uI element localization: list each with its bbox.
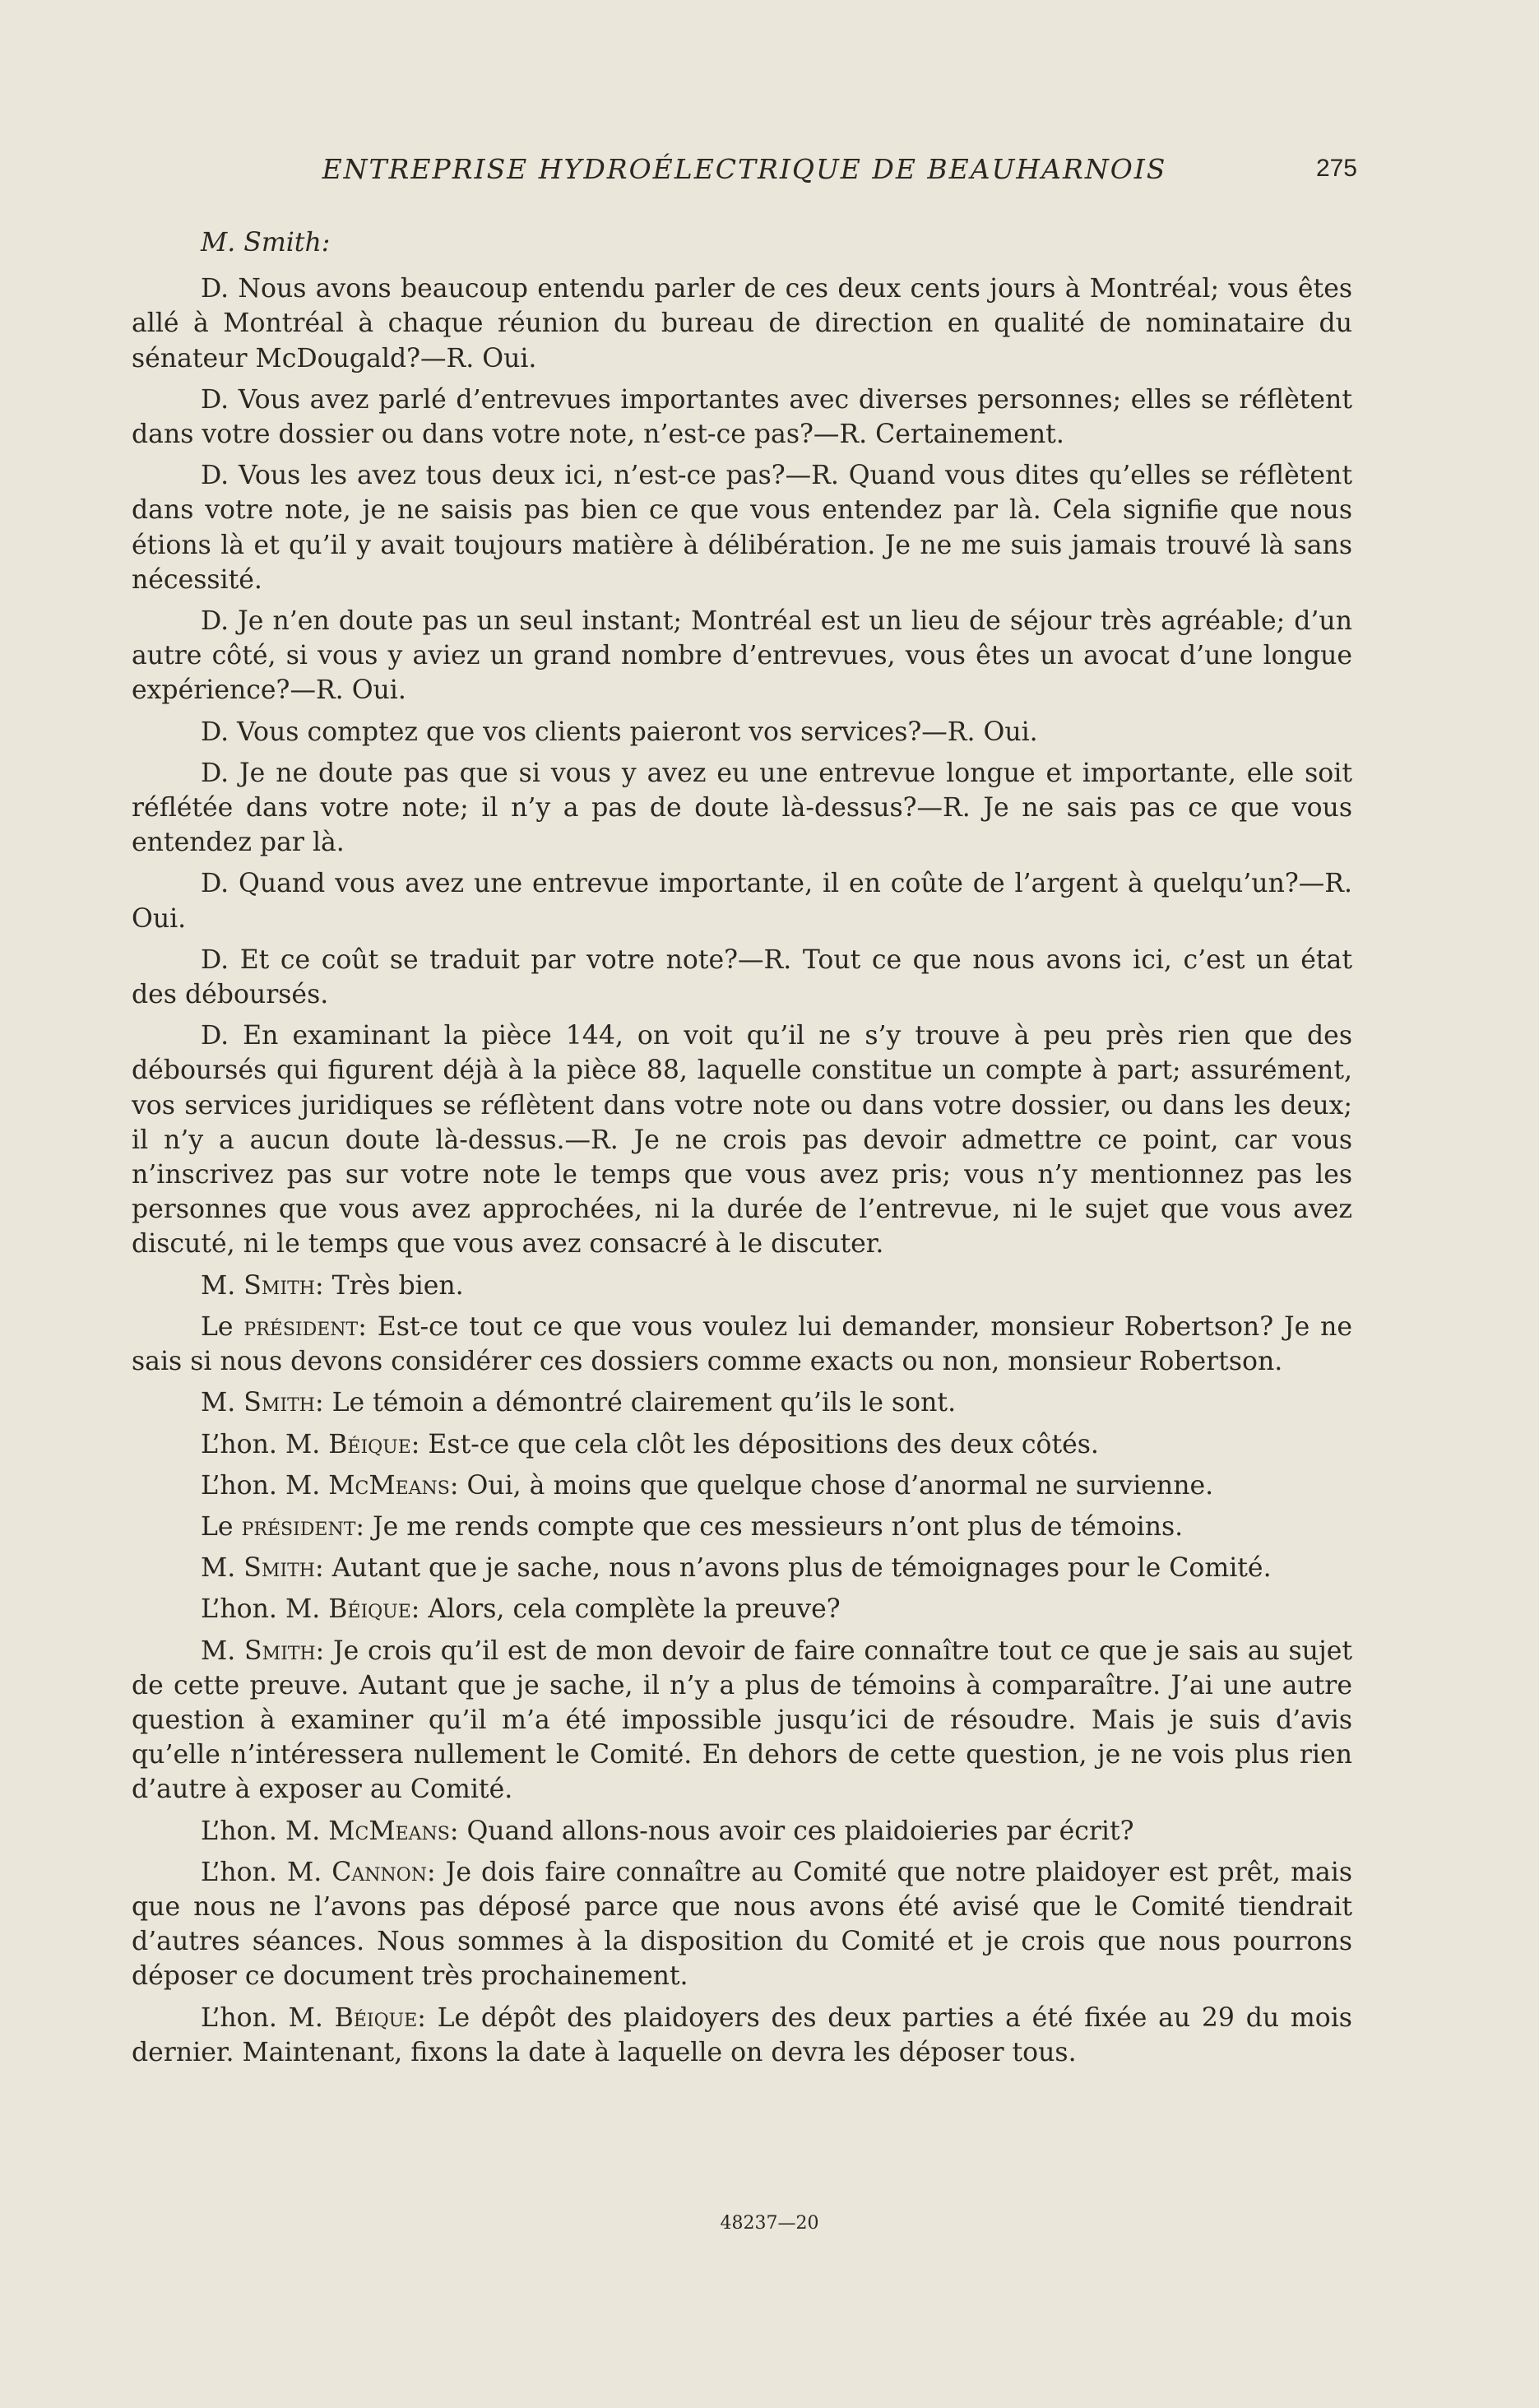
paragraph [132, 271, 1352, 376]
paragraph-text: : Le témoin a démontré clairement qu’ils le sont. [314, 1388, 957, 1418]
paragraph [132, 1634, 1352, 1807]
speaker-name: Cannon [331, 1857, 428, 1887]
speaker-prefix: M. [201, 1270, 244, 1301]
paragraph [132, 866, 1352, 935]
paragraph [132, 604, 1352, 708]
speaker-name: président [243, 1311, 359, 1342]
speaker-name: Béique [334, 2002, 418, 2033]
printer-signature: 48237—20 [720, 2213, 819, 2234]
speaker-prefix: L’hon. M. [201, 1594, 329, 1625]
paragraph-text: : Je crois qu’il est de mon devoir de faire connaître tout ce que je sais au sujet de cette preuve. Autant que je sache, il n’y a plus de témoins à comparaître. J’ai une autre question à examiner qu’il m’a été impossible jusqu’ici de résoudre. Mais je suis d’avis qu’elle n’intéressera nullement le Comité. En dehors de cette question, je ne vois plus rien d’autre à exposer au Comité. [132, 1635, 1353, 1805]
running-title: ENTREPRISE HYDROÉLECTRIQUE DE BEAUHARNOIS [322, 153, 1167, 185]
paragraph-text: D. Et ce coût se traduit par votre note?—R. Tout ce que nous avons ici, c’est un état des déboursés. [132, 944, 1352, 1010]
paragraph [132, 383, 1352, 452]
speaker-prefix: L’hon. M. [201, 1429, 329, 1459]
paragraph-text: D. Je ne doute pas que si vous y avez eu une entrevue longue et importante, elle soit réflétée dans votre note; il n’y a pas de doute là-dessus?—R. Je ne sais pas ce que vous entendez par là. [132, 758, 1352, 858]
paragraph-text: : Est-ce tout ce que vous voulez lui demander, monsieur Robertson? Je ne sais si nous devons considérer ces dossiers comme exacts ou non, monsieur Robertson. [132, 1311, 1352, 1377]
speaker-name: Béique [328, 1594, 411, 1625]
paragraph-text: : Quand allons-nous avoir ces plaidoieries par écrit? [449, 1816, 1134, 1846]
paragraph [132, 715, 1352, 749]
paragraph-text: : Est-ce que cela clôt les dépositions des deux côtés. [410, 1429, 1099, 1459]
body-text [132, 225, 1352, 2070]
paragraph [132, 1592, 1352, 1626]
speaker-prefix: Le [201, 1311, 244, 1342]
paragraph [132, 756, 1352, 861]
paragraph-text: : Autant que je sache, nous n’avons plus de témoignages pour le Comité. [314, 1553, 1272, 1584]
paragraph [132, 1468, 1352, 1503]
speaker-prefix: Le [201, 1511, 242, 1542]
speaker-name: Smith [243, 1270, 315, 1301]
speaker-prefix: L’hon. M. [201, 1857, 332, 1887]
paragraph-text: D. Quand vous avez une entrevue importante, il en coûte de l’argent à quelqu’un?—R. Oui. [132, 869, 1352, 934]
speaker-prefix: M. [201, 1388, 244, 1418]
paragraph-text: D. En examinant la pièce 144, on voit qu’il ne s’y trouve à peu près rien que des déboursés qui figurent déjà à la pièce 88, laquelle constitue un compte à part; assurément, vos services juridiques se réflètent dans votre note ou dans votre dossier, ou dans les deux; il n’y a aucun doute là-dessus.—R. Je ne crois pas devoir admettre ce point, car vous n’inscrivez pas sur votre note le temps que vous avez pris; vous n’y mentionnez pas les personnes que vous avez approchées, ni la durée de l’entrevue, ni le sujet que vous avez discuté, ni le temps que vous avez consacré à le discuter. [132, 1021, 1352, 1260]
speaker-heading: M. Smith: [201, 228, 331, 258]
page-number: 275 [1315, 155, 1357, 182]
speaker-name: Smith [243, 1553, 315, 1584]
paragraph-text: D. Vous comptez que vos clients paieront vos services?—R. Oui. [201, 717, 1038, 747]
paragraph [132, 1551, 1352, 1585]
paragraph-text: : Le dépôt des plaidoyers des deux parties a été fixée au 29 du mois dernier. Maintenant, fixons la date à laquelle on devra les déposer tous. [132, 2002, 1352, 2067]
speaker-prefix: L’hon. M. [201, 1816, 329, 1846]
speaker-prefix: M. [201, 1553, 244, 1584]
paragraph-text: : Très bien. [314, 1270, 464, 1301]
paragraph [132, 1855, 1352, 1994]
paragraph [132, 1385, 1352, 1420]
paragraph [132, 1269, 1352, 1303]
paragraph [132, 2001, 1352, 2070]
paragraph-text: D. Je n’en doute pas un seul instant; Montréal est un lieu de séjour très agréable; d’un autre côté, si vous y aviez un grand nombre d’entrevues, vous êtes un avocat d’une longue expérience?—R. Oui. [132, 606, 1352, 706]
speaker-prefix: L’hon. M. [201, 1470, 329, 1501]
speaker-name: président [241, 1511, 356, 1542]
speaker-name: Béique [328, 1429, 411, 1459]
speaker-name: Smith [244, 1635, 316, 1666]
paragraph [132, 1814, 1352, 1849]
paragraph [132, 458, 1352, 597]
paragraph [132, 1018, 1352, 1261]
paragraph [132, 1310, 1352, 1379]
paragraph-text: : Je me rends compte que ces messieurs n’ont plus de témoins. [355, 1511, 1184, 1542]
paragraph-text: D. Vous les avez tous deux ici, n’est-ce pas?—R. Quand vous dites qu’elles se réflètent dans votre note, je ne saisis pas bien ce que vous entendez par là. Cela signifie que nous étions là et qu’il y avait toujours matière à délibération. Je ne me suis jamais trouvé là sans nécessité. [132, 461, 1352, 595]
paragraph [132, 1510, 1352, 1544]
speaker-prefix: L’hon. M. [201, 2002, 335, 2033]
paragraph-text: : Oui, à moins que quelque chose d’anormal ne survienne. [449, 1470, 1214, 1501]
paragraph-text: : Alors, cela complète la preuve? [410, 1594, 841, 1625]
paragraph-text: D. Nous avons beaucoup entendu parler de ces deux cents jours à Montréal; vous êtes allé à Montréal à chaque réunion du bureau de direction en qualité de nominataire du sénateur McDougald?—R. Oui. [132, 274, 1352, 373]
speaker-name: McMeans [328, 1470, 450, 1501]
speaker-prefix: M. [201, 1635, 244, 1666]
page-header [132, 153, 1357, 194]
paragraph [132, 943, 1352, 1012]
paragraph-text: D. Vous avez parlé d’entrevues importantes avec diverses personnes; elles se réflètent dans votre dossier ou dans votre note, n’est-ce pas?—R. Certainement. [132, 384, 1352, 450]
paragraph [132, 1427, 1352, 1462]
speaker-name: McMeans [328, 1816, 450, 1846]
paragraph-text: : Je dois faire connaître au Comité que notre plaidoyer est prêt, mais que nous ne l’avons pas déposé parce que nous avons été avisé que le Comité tiendrait d’autres séances. Nous sommes à la disposition du Comité et je crois que nous pourrons déposer ce document très prochainement. [132, 1857, 1352, 1992]
speaker-name: Smith [243, 1388, 315, 1418]
